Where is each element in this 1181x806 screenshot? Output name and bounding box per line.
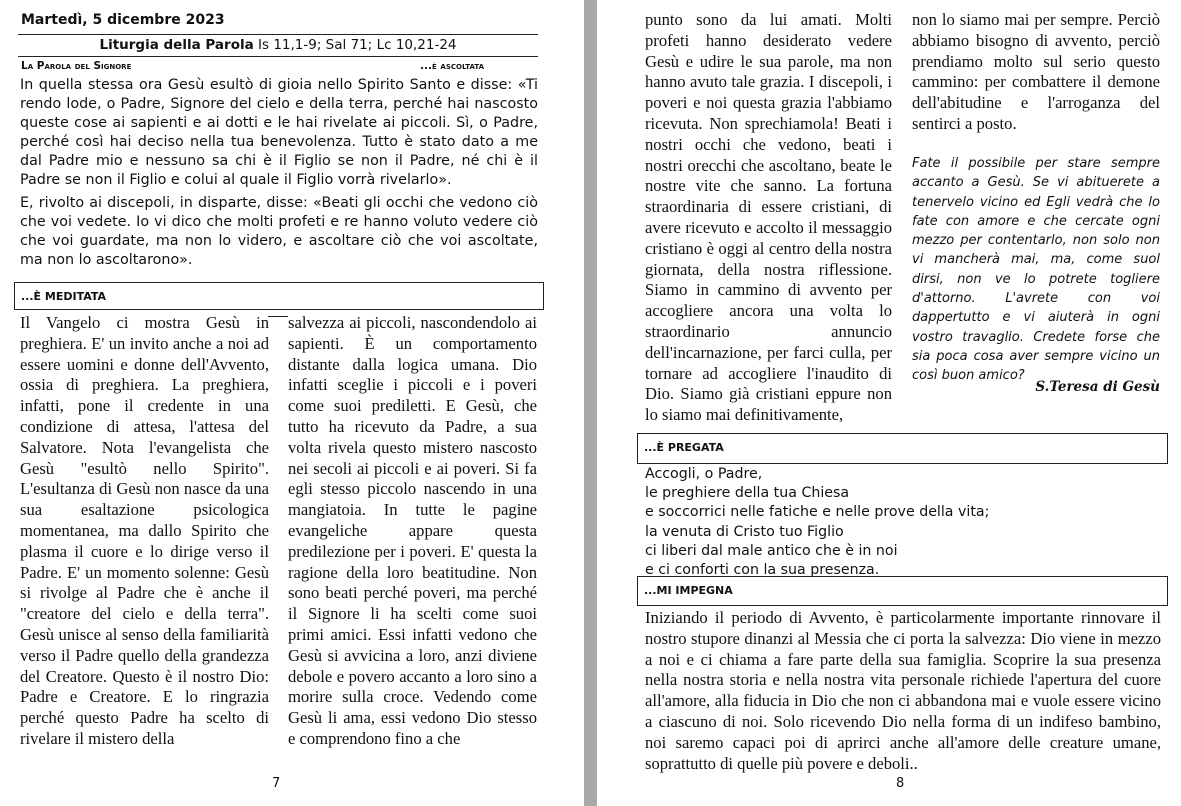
page-gutter xyxy=(584,0,597,806)
quote-author: S.Teresa di Gesù xyxy=(1035,379,1160,395)
meditation-column-3: punto sono da lui amati. Molti profeti hanno desiderato vedere Gesù e udire le sua parole, ma non hanno avuto tale grazia. I discepoli, i poveri e noi questa grazia l'abbiamo ricevuta. Non sprechiamola! Beati i nostri occhi che vedono, beati i nostri orecchi che ascoltano, beate le nostre vite che sanno. La fortuna straordinaria di essere cristiani, di avere ricevuto e accolto il messaggio cristiano è oggi al centro della nostra giornata, della nostra riflessione. Siamo in cammino di avvento per accogliere ancora una volta lo straordinario annuncio dell'incarnazione, per farci culla, per tornare ad accogliere l'inaudito di Dio. Siamo già cristiani eppure non lo siamo mai definitivamente, xyxy=(645,10,892,425)
prayed-section-header xyxy=(637,433,1168,464)
word-of-lord-label: La Parola del Signore xyxy=(21,60,132,72)
date-heading: Martedì, 5 dicembre 2023 xyxy=(21,12,225,28)
meditation-column-1: Il Vangelo ci mostra Gesù in preghiera. E' un invito anche a noi ad essere uomini e donne dell'Avvento, ossia di preghiera. La preghiera, infatti, pone il credente in una condizione di attesa, l'attesa del Salvatore. Nota l'evangelista che Gesù "esultò nello Spirito". L'esultanza di Gesù non nasce da una sua esaltazione psicologica momentanea, ma dallo Spirito che plasma il cuore e lo dirige verso il Padre. E' un momento solenne: Gesù si rivolge al Padre che è anche il "creatore del cielo e della terra". Gesù unisce al senso della familiarità verso il Padre quello della grandezza del Creatore. Questo è il nostro Dio: Padre e Creatore. E lo ringrazia perché questo Padre ha scelto di rivelare il mistero della xyxy=(20,313,269,748)
prayer-line: e ci conforti con la sua presenza. xyxy=(645,562,880,579)
prayer-line: Accogli, o Padre, xyxy=(645,466,763,482)
gospel-text xyxy=(20,76,538,274)
meditation-column-2: salvezza ai piccoli, nascondendolo ai sapienti. È un comportamento distante dalla logica umana. Dio infatti sceglie i piccoli e i poveri come suoi prediletti. E Gesù, che tutto ha ricevuto da Padre, a sua volta rivela questo mistero nascosto nei secoli ai piccoli e ai poveri. Si fa egli stesso piccolo nascendo in una mangiatoia. In tutte le pagine evangeliche appare questa predilezione per i poveri. E' questa la ragione della loro beatitudine. Non sono beati perché poveri, ma perché il Signore li ha scelti come suoi primi amici. Essi infatti vedono che Gesù si avvicina a loro, anzi diviene debole e povero accanto a loro sino a morire sulla croce. Vedendo come Gesù li ama, essi vedono Dio stesso e comprendono fino a che xyxy=(288,313,537,748)
right-page xyxy=(597,0,1181,806)
meditated-section-header xyxy=(14,282,544,310)
meditated-label: ...È MEDITATA xyxy=(21,290,107,303)
prayer-line: la venuta di Cristo tuo Figlio xyxy=(645,523,844,540)
page-number: 8 xyxy=(896,776,905,791)
top-rule xyxy=(18,34,538,35)
saint-quote: Fate il possibile per stare sempre accanto a Gesù. Se vi abituerete a tenervelo vicino ed Egli vedrà che lo fate con amore e che cercate ogni mezzo per contentarlo, non solo non vi mancherà mai, ma, come suol dirsi, non ve lo potrete togliere d'attorno. L'avrete con voi dappertutto e vi aiuterà in ogni vostro travaglio. Credete forse che sia poca cosa aver sempre vicino un così buon amico? xyxy=(912,156,1160,384)
commitment-text: Iniziando il periodo di Avvento, è particolarmente importante rinnovare il nostro stupore dinanzi al Messia che ci porta la salvezza: Dio viene in mezzo a noi e ci chiama a fare parte della sua famiglia. Scoprire la sua presenza nella nostra storia e nella nostra vita personale richiede l'apertura del cuore all'amore, alla fiducia in Dio che non ci abbandona mai e vuole essere vicino a ciascuno di noi. Solo ricevendo Dio nella forma di un indifeso bambino, noi saremo capaci poi di aprirci anche all'amore delle creature umane, soprattutto di quelle più povere e deboli.. xyxy=(645,608,1161,773)
commitment-section-header xyxy=(637,576,1168,606)
prayed-label: ...È PREGATA xyxy=(644,441,724,454)
liturgy-title: Liturgia della Parola xyxy=(99,37,254,53)
liturgy-heading xyxy=(18,37,538,53)
commitment-label: ...MI IMPEGNA xyxy=(644,584,733,597)
gospel-paragraph: E, rivolto ai discepoli, in disparte, disse: «Beati gli occhi che vedono ciò che voi vedete. Io vi dico che molti profeti e re hanno voluto vedere ciò che voi guardate, ma non lo videro, e ascoltare ciò che voi ascoltate, ma non lo ascoltarono». xyxy=(20,195,538,268)
prayer-line: le preghiere della tua Chiesa xyxy=(645,485,850,502)
liturgy-rule xyxy=(18,56,538,57)
listened-label: ...è ascoltata xyxy=(420,60,485,72)
prayer-line: e soccorrici nelle fatiche e nelle prove della vita; xyxy=(645,504,990,521)
prayer-line: ci liberi dal male antico che è in noi xyxy=(645,542,898,559)
prayer-text xyxy=(645,465,1165,580)
page-number: 7 xyxy=(272,776,281,791)
gospel-paragraph: In quella stessa ora Gesù esultò di gioia nello Spirito Santo e disse: «Ti rendo lode, o Padre, Signore del cielo e della terra, perché hai nascosto queste cose ai sapienti e ai dotti e le hai rivelate ai piccoli. Sì, o Padre, perché così hai deciso nella tua benevolenza. Tutto è stato dato a me dal Padre mio e nessuno sa chi è il Figlio se non il Padre, né chi è il Padre se non il Figlio e colui al quale il Figlio vorrà rivelarlo». xyxy=(20,77,538,188)
left-page xyxy=(0,0,584,806)
column-divider xyxy=(268,316,288,317)
liturgy-references: Is 11,1-9; Sal 71; Lc 10,21-24 xyxy=(258,37,457,53)
meditation-column-4: non lo siamo mai per sempre. Perciò abbiamo bisogno di avvento, perciò prendiamo molto sul serio questo cammino: per combattere il demone dell'abitudine e l'arroganza del sentirci a posto. xyxy=(912,10,1160,133)
